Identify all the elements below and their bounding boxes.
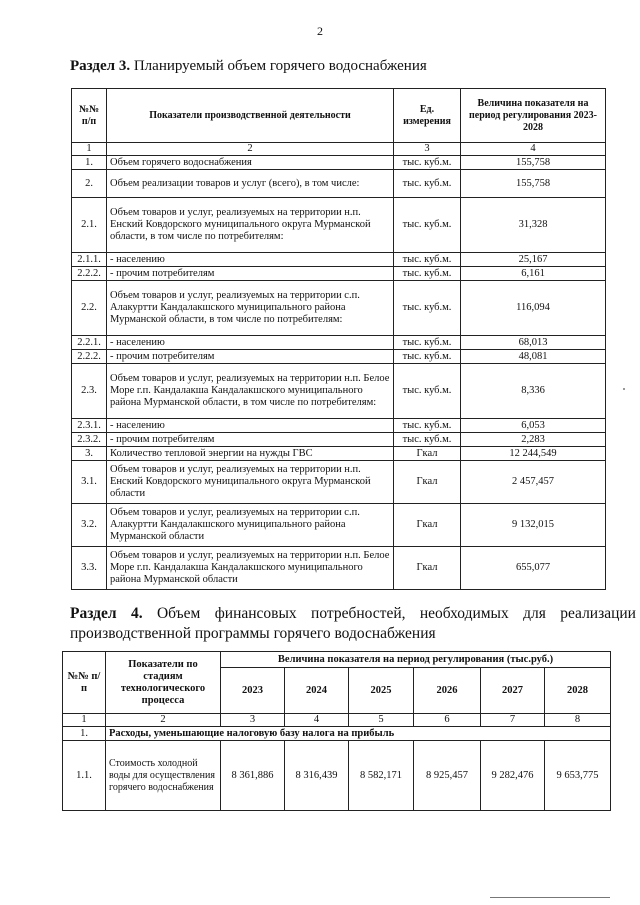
header-stage: Показатели по стадиям технологического процесса <box>106 652 221 714</box>
header-year: 2028 <box>545 668 611 714</box>
table-row <box>72 170 606 198</box>
colnum: 2 <box>106 714 221 727</box>
header-num: №№ п/п <box>63 652 106 714</box>
row-name: - прочим потребителям <box>107 350 394 364</box>
table-row <box>72 156 606 170</box>
table-header-row <box>63 652 611 668</box>
header-unit: Ед. измерения <box>394 89 461 143</box>
row-name: Объем товаров и услуг, реализуемых на территории н.п. Енский Ковдорского муниципального округа Мурманской области, в том числе по потребителям: <box>107 198 394 253</box>
row-value: 2,283 <box>461 433 606 447</box>
row-name: - населению <box>107 336 394 350</box>
table-row <box>72 364 606 419</box>
colnum: 2 <box>107 143 394 156</box>
row-unit: тыс. куб.м. <box>394 433 461 447</box>
row-value: 8,336 <box>461 364 606 419</box>
section4-heading <box>70 604 636 644</box>
row-unit: тыс. куб.м. <box>394 267 461 281</box>
table-row <box>72 253 606 267</box>
row-name: - населению <box>107 419 394 433</box>
table-header-row <box>72 89 606 143</box>
colnum: 3 <box>394 143 461 156</box>
row-value: 68,013 <box>461 336 606 350</box>
group-label: Расходы, уменьшающие налоговую базу налога на прибыль <box>106 727 611 741</box>
row-value-2025: 8 582,171 <box>349 741 414 811</box>
row-name: Количество тепловой энергии на нужды ГВС <box>107 447 394 461</box>
row-num: 3.3. <box>72 547 107 590</box>
row-value: 655,077 <box>461 547 606 590</box>
section4-table <box>62 651 611 811</box>
row-unit: тыс. куб.м. <box>394 364 461 419</box>
header-year: 2026 <box>414 668 481 714</box>
page-number: 2 <box>317 24 323 38</box>
table-row <box>72 336 606 350</box>
colnum: 4 <box>285 714 349 727</box>
row-value-2027: 9 282,476 <box>481 741 545 811</box>
colnum: 3 <box>221 714 285 727</box>
header-year: 2027 <box>481 668 545 714</box>
row-unit: Гкал <box>394 547 461 590</box>
row-value: 48,081 <box>461 350 606 364</box>
row-unit: Гкал <box>394 461 461 504</box>
colnum: 4 <box>461 143 606 156</box>
row-num: 2.3. <box>72 364 107 419</box>
row-unit: Гкал <box>394 447 461 461</box>
row-unit: тыс. куб.м. <box>394 350 461 364</box>
header-value: Величина показателя на период регулирования 2023-2028 <box>461 89 606 143</box>
row-unit: тыс. куб.м. <box>394 336 461 350</box>
row-num: 2.2.2. <box>72 267 107 281</box>
row-value-2024: 8 316,439 <box>285 741 349 811</box>
row-unit: тыс. куб.м. <box>394 156 461 170</box>
section3-heading-label: Раздел 3. <box>70 58 131 74</box>
row-name: Объем товаров и услуг, реализуемых на территории н.п. Енский Ковдорского муниципального округа Мурманской области <box>107 461 394 504</box>
header-period: Величина показателя на период регулирования (тыс.руб.) <box>221 652 611 668</box>
table-group-row <box>63 727 611 741</box>
table-row <box>72 198 606 253</box>
table-row <box>72 461 606 504</box>
section4-heading-line1 <box>70 604 636 624</box>
section3-heading <box>70 58 427 75</box>
row-value: 31,328 <box>461 198 606 253</box>
row-name: Стоимость холодной воды для осуществления горячего водоснабжения <box>106 741 221 811</box>
colnum: 1 <box>72 143 107 156</box>
column-number-row <box>72 143 606 156</box>
colnum: 1 <box>63 714 106 727</box>
row-unit: тыс. куб.м. <box>394 170 461 198</box>
section4-heading-label: Раздел 4. <box>70 605 143 622</box>
row-num: 3.1. <box>72 461 107 504</box>
table-row <box>63 741 611 811</box>
row-name: Объем товаров и услуг, реализуемых на территории с.п. Алакуртти Кандалакшского муниципального района Мурманской области <box>107 504 394 547</box>
row-value: 12 244,549 <box>461 447 606 461</box>
row-value: 155,758 <box>461 156 606 170</box>
row-value: 2 457,457 <box>461 461 606 504</box>
group-num: 1. <box>63 727 106 741</box>
header-year: 2023 <box>221 668 285 714</box>
table-row <box>72 447 606 461</box>
section4-heading-text: Объем финансовых потребностей, необходимых для реализации <box>142 605 636 622</box>
row-name: Объем горячего водоснабжения <box>107 156 394 170</box>
table-row <box>72 433 606 447</box>
header-num: №№ п/п <box>72 89 107 143</box>
row-value: 25,167 <box>461 253 606 267</box>
row-value-2028: 9 653,775 <box>545 741 611 811</box>
colnum: 7 <box>481 714 545 727</box>
column-number-row <box>63 714 611 727</box>
row-num: 2.2.1. <box>72 336 107 350</box>
row-num: 2.2.2. <box>72 350 107 364</box>
table-row <box>72 419 606 433</box>
colnum: 6 <box>414 714 481 727</box>
row-num: 2. <box>72 170 107 198</box>
row-unit: тыс. куб.м. <box>394 198 461 253</box>
row-unit: тыс. куб.м. <box>394 419 461 433</box>
header-indicator: Показатели производственной деятельности <box>107 89 394 143</box>
row-value-2023: 8 361,886 <box>221 741 285 811</box>
table-row <box>72 547 606 590</box>
scan-speck <box>623 388 625 390</box>
row-unit: Гкал <box>394 504 461 547</box>
row-name: Объем реализации товаров и услуг (всего), в том числе: <box>107 170 394 198</box>
row-name: - населению <box>107 253 394 267</box>
section4-heading-line2: производственной программы горячего водоснабжения <box>70 625 436 642</box>
row-name: - прочим потребителям <box>107 267 394 281</box>
row-num: 2.2. <box>72 281 107 336</box>
row-value-2026: 8 925,457 <box>414 741 481 811</box>
section3-heading-text: Планируемый объем горячего водоснабжения <box>130 58 427 74</box>
table-row <box>72 267 606 281</box>
row-value: 116,094 <box>461 281 606 336</box>
section3-table <box>71 88 606 590</box>
row-name: Объем товаров и услуг, реализуемых на территории н.п. Белое Море г.п. Кандалакша Кандалакшского муниципального района Мурманской области, в том числе по потребителям: <box>107 364 394 419</box>
row-name: Объем товаров и услуг, реализуемых на территории с.п. Алакуртти Кандалакшского муниципального района Мурманской области, в том числе по потребителям: <box>107 281 394 336</box>
row-num: 3.2. <box>72 504 107 547</box>
colnum: 8 <box>545 714 611 727</box>
row-num: 2.1.1. <box>72 253 107 267</box>
table-row <box>72 504 606 547</box>
row-name: Объем товаров и услуг, реализуемых на территории н.п. Белое Море г.п. Кандалакша Кандалакшского муниципального района Мурманской области <box>107 547 394 590</box>
row-num: 2.3.2. <box>72 433 107 447</box>
header-year: 2024 <box>285 668 349 714</box>
row-value: 9 132,015 <box>461 504 606 547</box>
row-name: - прочим потребителям <box>107 433 394 447</box>
table-row <box>72 350 606 364</box>
row-num: 2.1. <box>72 198 107 253</box>
row-num: 1.1. <box>63 741 106 811</box>
table-row <box>72 281 606 336</box>
footer-rule <box>490 897 610 898</box>
row-value: 6,161 <box>461 267 606 281</box>
row-value: 155,758 <box>461 170 606 198</box>
row-unit: тыс. куб.м. <box>394 281 461 336</box>
row-num: 3. <box>72 447 107 461</box>
row-num: 1. <box>72 156 107 170</box>
header-year: 2025 <box>349 668 414 714</box>
colnum: 5 <box>349 714 414 727</box>
row-value: 6,053 <box>461 419 606 433</box>
row-num: 2.3.1. <box>72 419 107 433</box>
row-unit: тыс. куб.м. <box>394 253 461 267</box>
